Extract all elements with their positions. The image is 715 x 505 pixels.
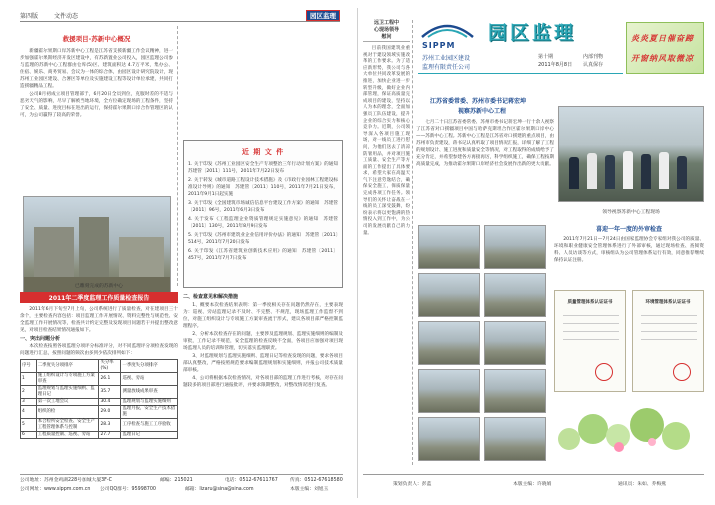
grid-photo [418, 417, 480, 461]
report-section1-text [20, 343, 178, 357]
article-title: 救援项目-苏新中心概况 [62, 35, 131, 43]
table-row [21, 419, 178, 432]
inspection-paragraph: 1、概要本次检查结果表明：第一季度相关存在问题仍然存在，主要表现为：巡视、旁站监理记录不及时、不完整、不规范，现场监理工作监督不到位，对施工组织设计与专项施工方案审查流于形式，建议各项目部严格控制监理程序。 [183, 303, 343, 329]
table-cell: 27.7 [99, 432, 121, 439]
footer-qq: 公司QQ群号：95998700 [100, 487, 156, 492]
circulation-2: 认真保存 [583, 62, 604, 68]
doc-item: 5. 关于印发《苏州市建筑业企业信用评价办法》的通知 苏建管〔2011〕514号，2011年7月20日发布 [188, 233, 338, 245]
footer-page-editor: 本版主编：刘旭玉 [290, 487, 329, 492]
right-page [358, 0, 715, 505]
inspection-paragraph: 4、公司将根据本次检查情况，对各项目部的监理工作进行考核，对存在问题较多的项目部进行通报批评，并要求限期整改，对整改情况进行复查。 [183, 376, 343, 388]
table-cell: 施工组织设计与专项施工方案审查 [36, 373, 99, 386]
grid-photo [418, 273, 480, 317]
grid-photo [484, 369, 546, 413]
grid-photo [484, 225, 546, 269]
table-row [21, 373, 178, 386]
table-body [21, 373, 178, 439]
company-name-1: 苏州工业园区建设 [422, 55, 471, 62]
award-text: 2011年7月21日—7月24日由国家监理协会专家组对我公司的质量、环境和职业健康安全管理体系进行了外部审核，通过现场检查、查阅资料、人员访谈等方式，审核组认为公司管理体系运行有效，同意推荐继续保持认证注册。 [554, 237, 704, 263]
footer-correspondent: 通讯员：朱如、乔梅燕 [618, 482, 666, 487]
footer-postcode: 邮编：215021 [160, 478, 193, 483]
photo-grid [418, 225, 548, 465]
report-intro [20, 306, 178, 334]
grid-photo [484, 417, 546, 461]
column-text: 目前我国建筑业重视对于建设领域实施改革的工作要求。为了适应新形势，我公司与各大单位共同改革发展的推进，加快企业进一步转型升级，做好企业内部管理，保证高质量完成项目的建设，坚持以人为本的理念，全面加强员工队伍建设，提升企业的综合实力和核心竞争力。近期，公司领导深入各项目施工现场，对一线员工进行慰问，为他们送去了清凉防暑用品，并对项目施工质量、安全生产等方面的工作提出了具体要求，希望大家在高温天气下注意劳逸结合，确保安全施工，保质保量完成各项工作任务。领导们的关怀让奋战在一线的员工深受鼓舞，纷纷表示将以更饱满的热情投入到工作中，为公司的发展贡献自己的力量。 [363, 46, 410, 236]
table-row [21, 386, 178, 399]
header-logo: 园区监理 [306, 10, 340, 21]
seal-icon [673, 363, 691, 381]
recent-docs-list [184, 161, 342, 262]
visit-body [416, 119, 554, 168]
summer-banner [626, 22, 704, 74]
visit-caption: 领导视察苏新中心工程现场 [602, 210, 660, 215]
cert-title: 质量管理体系认证证书 [567, 300, 613, 305]
article-body [20, 48, 173, 119]
visit-text: 七月二十日江苏省委常委、苏州市委书记蒋宏坤一行十余人视察了江苏省对口援疆项目中国与哈萨克斯坦合作区霍尔果斯口岸中心——苏新中心工程。苏新中心工程是江苏省对口援建的重点项目，由苏州市负责建设，蒋书记认真听取了项目情况汇报，详细了解了工程的规划设计、施工进度和质量安全等情况，对工程取得的成绩给予了充分肯定，并希望参建各方再接再厉，科学组织施工，确保工程按期高质量完成，为推动霍尔果斯口岸经济社会发展作出新的更大贡献。 [416, 120, 554, 167]
article-paragraph: 新疆霍尔果斯口岸苏新中心工程是江苏省支援新疆工作会议精神，进一步加强霍尔果斯经济开发区建设中，有苏新置业公司投入，园区监理公司参与监理的苏新中心工程群由仓库(5)区、建筑面积达 4.7万平米，集办公、住宿、娱乐、商务贸易、会议为一体的综合体，由园区设计研究院设计，现苏州工业园区建设、合署区等单位及实施建设工程等设计单位承建，共同打造援疆精品工程。 [20, 49, 173, 89]
photo-caption: 已雕刻完成的苏新中心 [75, 284, 123, 289]
column-title [363, 20, 410, 42]
cert-title: 环境管理体系认证证书 [645, 300, 691, 305]
visit-photo [558, 106, 704, 202]
table-cell: 3 [21, 399, 37, 406]
grid-photo [484, 273, 546, 317]
page-label: 第四版 [20, 13, 39, 20]
column-title-line: 远卫工程中 [373, 20, 399, 26]
circulation-1: 内部刊物 [583, 54, 604, 60]
masthead [418, 15, 623, 90]
left-footer-divider [20, 474, 343, 475]
plant-decoration-icon [554, 398, 704, 464]
sippm-logo-icon [420, 19, 475, 41]
table-row [21, 432, 178, 439]
section1-text: 本次检查按照各项监理分项评分标准评分，对不同监理评分项检查发现的问题进行汇总，按照问题的频次由多到少依次排列如下： [20, 344, 178, 356]
inspection-article [183, 293, 343, 468]
certificate-1 [554, 290, 626, 392]
visit-title-2: 视察苏新中心工程 [458, 108, 507, 115]
doc-item: 3. 关于印发《全国建筑市场诚信信息平台建设工作方案》的通知 苏建管〔2011〕96号，2011年6月3日发布 [188, 201, 338, 213]
issue-date: 2011年8月8日 [538, 62, 573, 68]
banner-line-1: 炎炎夏日催奋蹄 [631, 34, 694, 43]
report-section1: 一、突出问题分析 [20, 336, 61, 342]
issue-number: 第十期 [538, 54, 554, 60]
award-title: 喜迎一年一度的外审检查 [595, 226, 662, 233]
table-cell: 30.4 [99, 399, 121, 406]
footer-fax: 传真：0512-67618580 [290, 478, 343, 483]
section-label: 文件动态 [54, 13, 79, 20]
table-cell: 2 [21, 386, 37, 399]
table-cell: 26.1 [99, 373, 121, 386]
table-header-row [21, 360, 178, 373]
certificate-2 [632, 290, 704, 392]
recent-docs [183, 140, 343, 288]
report-table [20, 359, 178, 439]
grid-photo [418, 225, 480, 269]
table-cell: 第一次工地会议 [36, 399, 99, 406]
footer-editor: 策划负责人：彭蓝 [393, 482, 432, 487]
inspection-body [183, 302, 343, 389]
table-cell: 6 [21, 432, 37, 439]
left-page [0, 0, 357, 505]
doc-item: 6. 关于印发《江苏省建筑业创新技术应用》的通知 苏建管〔2011〕457号，2011年7月7日发布 [188, 249, 338, 261]
newspaper-title: 园区监理 [488, 22, 577, 44]
table-cell: 1 [21, 373, 37, 386]
report-intro-text: 2011年6月下旬至7月上旬，公司系统进行了质量检查，对在建项目三十余个，主要检查内容包括：项目监理工作开展情况、资料完整性与规范性、安全监理工作开展情况等，检查共计约定完整及发现项目问题若干并提出整改意见，对项目检查结果情况通报如下。 [20, 307, 178, 333]
table-cell: 巡视、旁站 [121, 373, 178, 386]
table-cell: 工程质量控制、巡视、旁站 [36, 432, 99, 439]
table-cell: 测量放线成果审查 [121, 386, 178, 399]
footer-address: 公司地址：苏州金鸡湖228号加城大厦3F-C [20, 478, 113, 483]
column-title-line: 心现场领导 [373, 27, 399, 33]
table-cell: 监理规划与监理实施细则 [121, 399, 178, 406]
award-body [554, 236, 704, 264]
logo-letters: SIPPM [422, 41, 456, 50]
column-body [363, 46, 410, 237]
doc-item: 4. 关于发布《工程监理企业资质管理规定实施意见》的通知 苏建管〔2011〕130号，2011年8月9日发布 [188, 217, 338, 229]
table-cell: 监理月报，安全生产技术措施 [121, 406, 178, 419]
table-cell: 5 [21, 419, 37, 432]
quarter-report [20, 292, 178, 467]
footer-website[interactable]: 公司网址：www.sippm.com.cn [20, 487, 91, 492]
doc-item: 1. 关于印发《苏州工业园区安全生产专项整治三年行动计划方案》的通知 苏建管〔2011〕111号，2011年7月22日发布 [188, 162, 343, 174]
visit-article [416, 96, 704, 221]
grid-photo [418, 369, 480, 413]
table-row [21, 406, 178, 419]
article-paragraph: 公司8月初成立项目管理部于，6月20日全员到位，克服时差的不适与恶劣天气的影响，尽早了解被当地环境，全方位确定现场的工程条件，坚持了安全、质量、进度目标在进出的运行，保持霍尔果斯口岸合作管理区的认可，为公司赢得了较高的荣誉。 [20, 92, 173, 118]
left-header [20, 10, 340, 22]
company-name-2: 监理有限责任公司 [422, 64, 471, 71]
table-cell: 35.7 [99, 386, 121, 399]
safety-article [20, 26, 178, 286]
footer-email[interactable]: 邮箱：lizaru@sina@sina.com [185, 487, 254, 492]
inspection-paragraph: 3、对监理规划与监理实施细则、监理日记等检查发现的问题，要求各项目部认真整改，严格按照规范要求编制监理规划和实施细则，并报公司技术质量部审核。 [183, 354, 343, 373]
report-title: 2011年二季度监理工作质量检查报告 [20, 292, 178, 303]
footer-phone: 电话：0512-67611767 [225, 478, 278, 483]
right-footer-divider [363, 474, 704, 475]
grid-photo [418, 321, 480, 365]
recent-docs-title: 近 期 文 件 [241, 148, 285, 156]
column-article [363, 20, 413, 465]
award-article [554, 224, 704, 286]
doc-item: 2. 关于转发《城市道路工程设计技术措施》及《市政行业园林工程建设标准设计导则》的通知 苏建管〔2011〕110号，2011年7月21日发布，2011年9月1日起实施 [188, 178, 338, 197]
table-header: 失分率(%) [99, 360, 121, 373]
grid-photo [484, 321, 546, 365]
table-cell: 29.0 [99, 406, 121, 419]
table-header: 二季度失分项排序 [36, 360, 99, 373]
inspection-section: 二、检查意见和解决措施 [183, 294, 239, 300]
table-header: 序号 [21, 360, 37, 373]
table-row [21, 399, 178, 406]
table-cell: 28.3 [99, 419, 121, 432]
table-cell: 本合检所安全检查、安全生产工程管理体系与控制 [36, 419, 99, 432]
footer-right-page-editor: 本版主编：许晓娟 [513, 482, 552, 487]
table-header: 一季度失分项排序 [121, 360, 178, 373]
table-cell: 监理规划与监理实施细则、监理日记 [36, 386, 99, 399]
seal-icon [595, 363, 613, 381]
table-cell: 4 [21, 406, 37, 419]
masthead-rule [418, 73, 623, 74]
table-cell: 工序检查与施工工序验收 [121, 419, 178, 432]
visit-title-1: 江苏省委常委、苏州市委书记蒋宏坤 [430, 98, 527, 105]
table-cell: 监理日记 [121, 432, 178, 439]
column-title-line: 慰问 [381, 34, 392, 40]
inspection-paragraph: 2、分析本次检查存在的问题，主要涉及监理规划、监理实施细则的编制及审批，工作记录不规范，安全监理的检查反映不全面，各项目应加强对项目现场监理人员的培训和管理，切实落实监理职责。 [183, 332, 343, 351]
table-cell: 组织的检 [36, 406, 99, 419]
banner-line-2: 开窗纳风取微凉 [631, 54, 694, 63]
